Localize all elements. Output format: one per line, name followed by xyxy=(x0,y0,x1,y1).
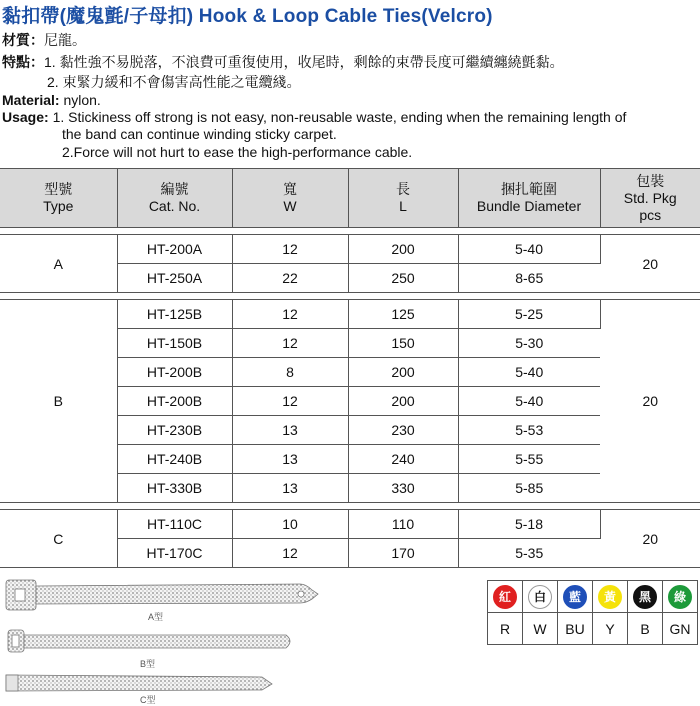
color-code-green: GN xyxy=(663,613,698,645)
header-std-pkg: 包裝 Std. Pkg pcs xyxy=(600,169,700,228)
width-cell: 12 xyxy=(232,235,348,264)
usage-en-text-2: 2.Force will not hurt to ease the high-performance cable. xyxy=(62,144,413,160)
color-swatch-white xyxy=(523,581,558,613)
bundle-cell: 5-55 xyxy=(458,445,600,474)
spec-header-row xyxy=(0,169,700,228)
green-swatch-icon: 綠 xyxy=(668,585,692,609)
bundle-cell: 8-65 xyxy=(458,264,600,293)
length-cell: 150 xyxy=(348,329,458,358)
color-code-black: B xyxy=(628,613,663,645)
cat-no-cell: HT-200B xyxy=(117,387,232,416)
header-bundle-diameter: 捆扎範圍 Bundle Diameter xyxy=(458,169,600,228)
cat-no-cell: HT-200A xyxy=(117,235,232,264)
cat-no-cell: HT-125B xyxy=(117,300,232,329)
color-code-white: W xyxy=(523,613,558,645)
cat-no-cell: HT-110C xyxy=(117,510,232,539)
tie-a-label: A型 xyxy=(148,612,164,622)
width-cell: 13 xyxy=(232,416,348,445)
bundle-cell: 5-25 xyxy=(458,300,600,329)
color-swatch-black xyxy=(628,581,663,613)
group-type-cell: B xyxy=(0,300,117,503)
cat-no-cell: HT-330B xyxy=(117,474,232,503)
page-title: 黏扣帶(魔鬼氈/子母扣) Hook & Loop Cable Ties(Velcro) xyxy=(2,6,493,27)
length-cell: 250 xyxy=(348,264,458,293)
cat-no-cell: HT-230B xyxy=(117,416,232,445)
yellow-swatch-icon: 黃 xyxy=(598,585,622,609)
bundle-cell: 5-40 xyxy=(458,358,600,387)
tie-b-image xyxy=(8,630,290,652)
color-swatch-row xyxy=(488,581,698,613)
table-gap xyxy=(0,503,700,510)
color-code-row xyxy=(488,613,698,645)
length-cell: 330 xyxy=(348,474,458,503)
color-code-blue: BU xyxy=(558,613,593,645)
usage-en-line-1 xyxy=(2,109,626,125)
tie-a-image xyxy=(6,580,318,610)
feature-zh-line-1 xyxy=(2,52,564,72)
usage-en-label: Usage: xyxy=(2,109,49,125)
color-code-yellow: Y xyxy=(593,613,628,645)
width-cell: 8 xyxy=(232,358,348,387)
group-type-cell: C xyxy=(0,510,117,568)
header-width: 寬 W xyxy=(232,169,348,228)
material-zh-text: 尼龍。 xyxy=(44,32,86,48)
blue-swatch-icon: 藍 xyxy=(563,585,587,609)
width-cell: 13 xyxy=(232,445,348,474)
tie-c-label: C型 xyxy=(140,695,156,705)
color-swatch-green xyxy=(663,581,698,613)
table-gap xyxy=(0,228,700,235)
cat-no-cell: HT-170C xyxy=(117,539,232,568)
table-row xyxy=(0,510,700,539)
material-en-line xyxy=(2,92,101,108)
red-swatch-icon: 紅 xyxy=(493,585,517,609)
table-row xyxy=(0,300,700,329)
bundle-cell: 5-30 xyxy=(458,329,600,358)
material-zh-label: 材質： xyxy=(2,32,44,48)
group-pkg-cell: 20 xyxy=(600,510,700,568)
length-cell: 110 xyxy=(348,510,458,539)
table-gap xyxy=(0,293,700,300)
spec-table xyxy=(0,168,700,568)
feature-zh-text-2: 2. 束緊力緩和不會傷害高性能之電纜綫。 xyxy=(47,74,301,90)
bundle-cell: 5-18 xyxy=(458,510,600,539)
length-cell: 200 xyxy=(348,358,458,387)
header-type: 型號 Type xyxy=(0,169,117,228)
color-swatch-blue xyxy=(558,581,593,613)
width-cell: 12 xyxy=(232,300,348,329)
usage-en-text-1b: the band can continue winding sticky carpet. xyxy=(62,126,337,142)
bundle-cell: 5-85 xyxy=(458,474,600,503)
bundle-cell: 5-35 xyxy=(458,539,600,568)
length-cell: 170 xyxy=(348,539,458,568)
width-cell: 12 xyxy=(232,387,348,416)
black-swatch-icon: 黑 xyxy=(633,585,657,609)
color-options-table xyxy=(487,580,698,645)
length-cell: 240 xyxy=(348,445,458,474)
bundle-cell: 5-53 xyxy=(458,416,600,445)
width-cell: 13 xyxy=(232,474,348,503)
feature-zh-label: 特點： xyxy=(2,54,44,70)
header-length: 長 L xyxy=(348,169,458,228)
length-cell: 230 xyxy=(348,416,458,445)
width-cell: 12 xyxy=(232,539,348,568)
tie-c-image xyxy=(6,675,272,691)
color-code-red: R xyxy=(488,613,523,645)
bundle-cell: 5-40 xyxy=(458,387,600,416)
white-swatch-icon: 白 xyxy=(528,585,552,609)
material-en-label: Material: xyxy=(2,92,60,108)
group-type-cell: A xyxy=(0,235,117,293)
header-cat-no: 編號 Cat. No. xyxy=(117,169,232,228)
length-cell: 200 xyxy=(348,235,458,264)
bundle-cell: 5-40 xyxy=(458,235,600,264)
feature-zh-text-1: 1. 黏性強不易脱落，不浪費可重復使用，收尾時，剩餘的束帶長度可繼續纏繞氈黏。 xyxy=(44,54,564,70)
cat-no-cell: HT-240B xyxy=(117,445,232,474)
group-pkg-cell: 20 xyxy=(600,300,700,503)
color-swatch-yellow xyxy=(593,581,628,613)
width-cell: 10 xyxy=(232,510,348,539)
material-zh-line xyxy=(2,30,86,50)
cat-no-cell: HT-150B xyxy=(117,329,232,358)
color-swatch-red xyxy=(488,581,523,613)
material-en-text: nylon. xyxy=(59,92,101,108)
cable-tie-illustration xyxy=(0,572,330,706)
length-cell: 200 xyxy=(348,387,458,416)
cat-no-cell: HT-200B xyxy=(117,358,232,387)
width-cell: 22 xyxy=(232,264,348,293)
tie-b-label: B型 xyxy=(140,659,156,669)
group-pkg-cell: 20 xyxy=(600,235,700,293)
width-cell: 12 xyxy=(232,329,348,358)
table-row xyxy=(0,235,700,264)
cat-no-cell: HT-250A xyxy=(117,264,232,293)
length-cell: 125 xyxy=(348,300,458,329)
usage-en-text-1a: 1. Stickiness off strong is not easy, non-reusable waste, ending when the remaining length of xyxy=(48,109,627,125)
